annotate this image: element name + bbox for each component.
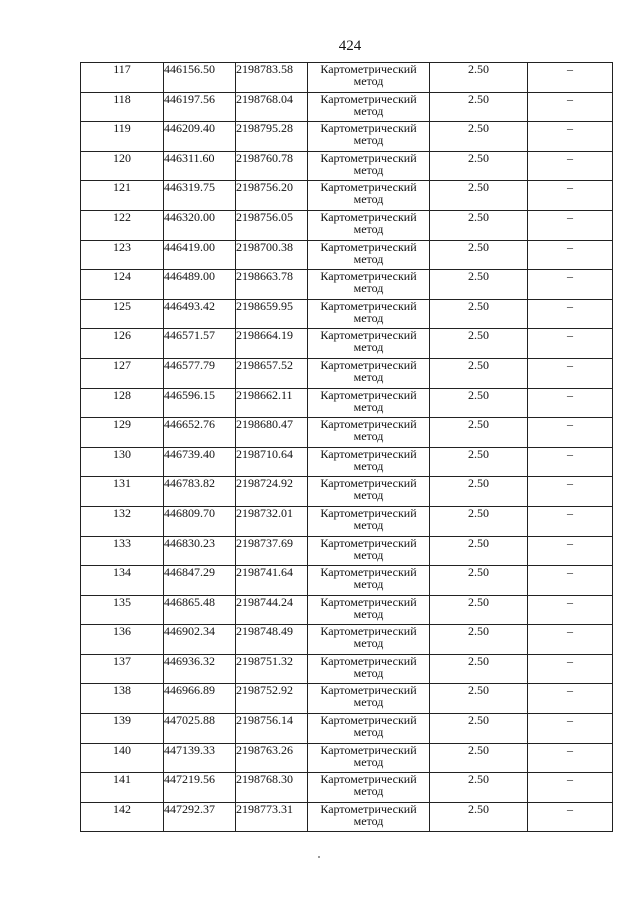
x-coordinate-cell: 446847.29 (164, 566, 236, 596)
method-line-1: Картометрический (320, 298, 417, 313)
method-line-1: Картометрический (320, 713, 417, 728)
point-number-cell: 122 (81, 210, 164, 240)
precision-cell: 2.50 (430, 92, 528, 122)
x-coordinate-cell: 446319.75 (164, 181, 236, 211)
precision-cell: 2.50 (430, 654, 528, 684)
point-number-cell: 118 (81, 92, 164, 122)
method-cell (308, 773, 430, 803)
precision-cell: 2.50 (430, 684, 528, 714)
method-cell (308, 181, 430, 211)
x-coordinate-cell: 446577.79 (164, 358, 236, 388)
method-line-1: Картометрический (320, 180, 417, 195)
precision-cell: 2.50 (430, 358, 528, 388)
method-line-1: Картометрический (320, 357, 417, 372)
y-coordinate-cell: 2198680.47 (236, 418, 308, 448)
method-cell (308, 92, 430, 122)
y-coordinate-cell: 2198763.26 (236, 743, 308, 773)
point-number-cell: 133 (81, 536, 164, 566)
table-row (81, 743, 613, 773)
precision-cell: 2.50 (430, 329, 528, 359)
precision-cell: 2.50 (430, 773, 528, 803)
method-line-2: метод (353, 133, 384, 148)
x-coordinate-cell: 446783.82 (164, 477, 236, 507)
y-coordinate-cell: 2198756.20 (236, 181, 308, 211)
x-coordinate-cell: 446489.00 (164, 270, 236, 300)
table-row (81, 447, 613, 477)
method-line-2: метод (353, 429, 384, 444)
method-line-2: метод (353, 813, 384, 828)
method-line-2: метод (353, 577, 384, 592)
note-cell: – (528, 536, 613, 566)
x-coordinate-cell: 446209.40 (164, 122, 236, 152)
note-cell: – (528, 595, 613, 625)
note-cell: – (528, 299, 613, 329)
point-number-cell: 120 (81, 151, 164, 181)
table-row (81, 270, 613, 300)
method-line-2: метод (353, 369, 384, 384)
y-coordinate-cell: 2198732.01 (236, 506, 308, 536)
method-line-2: метод (353, 636, 384, 651)
y-coordinate-cell: 2198664.19 (236, 329, 308, 359)
y-coordinate-cell: 2198756.14 (236, 714, 308, 744)
x-coordinate-cell: 446419.00 (164, 240, 236, 270)
x-coordinate-cell: 446739.40 (164, 447, 236, 477)
coordinates-table-body (81, 63, 613, 832)
precision-cell: 2.50 (430, 270, 528, 300)
precision-cell: 2.50 (430, 210, 528, 240)
note-cell: – (528, 684, 613, 714)
x-coordinate-cell: 446809.70 (164, 506, 236, 536)
point-number-cell: 140 (81, 743, 164, 773)
precision-cell: 2.50 (430, 536, 528, 566)
y-coordinate-cell: 2198659.95 (236, 299, 308, 329)
method-cell (308, 358, 430, 388)
y-coordinate-cell: 2198657.52 (236, 358, 308, 388)
table-row (81, 299, 613, 329)
method-line-2: метод (353, 517, 384, 532)
scan-speck (318, 856, 320, 858)
point-number-cell: 124 (81, 270, 164, 300)
page-number: 424 (338, 38, 362, 54)
method-cell (308, 151, 430, 181)
x-coordinate-cell: 447292.37 (164, 802, 236, 832)
method-line-1: Картометрический (320, 565, 417, 580)
x-coordinate-cell: 446571.57 (164, 329, 236, 359)
precision-cell: 2.50 (430, 447, 528, 477)
point-number-cell: 137 (81, 654, 164, 684)
method-line-1: Картометрический (320, 62, 417, 76)
y-coordinate-cell: 2198748.49 (236, 625, 308, 655)
x-coordinate-cell: 447219.56 (164, 773, 236, 803)
note-cell: – (528, 714, 613, 744)
y-coordinate-cell: 2198710.64 (236, 447, 308, 477)
precision-cell: 2.50 (430, 122, 528, 152)
y-coordinate-cell: 2198783.58 (236, 63, 308, 93)
coordinates-table (80, 62, 613, 832)
note-cell: – (528, 358, 613, 388)
note-cell: – (528, 181, 613, 211)
table-row (81, 151, 613, 181)
note-cell: – (528, 625, 613, 655)
note-cell: – (528, 92, 613, 122)
method-cell (308, 63, 430, 93)
method-line-1: Картометрический (320, 653, 417, 668)
point-number-cell: 130 (81, 447, 164, 477)
note-cell: – (528, 506, 613, 536)
y-coordinate-cell: 2198744.24 (236, 595, 308, 625)
method-cell (308, 536, 430, 566)
method-cell (308, 714, 430, 744)
precision-cell: 2.50 (430, 714, 528, 744)
method-line-2: метод (353, 281, 384, 296)
method-cell (308, 506, 430, 536)
point-number-cell: 132 (81, 506, 164, 536)
precision-cell: 2.50 (430, 506, 528, 536)
y-coordinate-cell: 2198752.92 (236, 684, 308, 714)
point-number-cell: 123 (81, 240, 164, 270)
method-cell (308, 418, 430, 448)
precision-cell: 2.50 (430, 625, 528, 655)
table-row (81, 358, 613, 388)
note-cell: – (528, 122, 613, 152)
point-number-cell: 119 (81, 122, 164, 152)
y-coordinate-cell: 2198724.92 (236, 477, 308, 507)
x-coordinate-cell: 446493.42 (164, 299, 236, 329)
method-line-2: метод (353, 458, 384, 473)
point-number-cell: 134 (81, 566, 164, 596)
method-line-1: Картометрический (320, 239, 417, 254)
note-cell: – (528, 773, 613, 803)
method-line-1: Картометрический (320, 121, 417, 136)
method-cell (308, 270, 430, 300)
point-number-cell: 121 (81, 181, 164, 211)
x-coordinate-cell: 446320.00 (164, 210, 236, 240)
y-coordinate-cell: 2198741.64 (236, 566, 308, 596)
table-row (81, 714, 613, 744)
table-row (81, 210, 613, 240)
method-line-2: метод (353, 399, 384, 414)
table-row (81, 329, 613, 359)
method-line-2: метод (353, 310, 384, 325)
method-line-1: Картометрический (320, 476, 417, 491)
method-cell (308, 595, 430, 625)
precision-cell: 2.50 (430, 151, 528, 181)
table-row (81, 595, 613, 625)
point-number-cell: 125 (81, 299, 164, 329)
x-coordinate-cell: 446865.48 (164, 595, 236, 625)
method-cell (308, 625, 430, 655)
point-number-cell: 129 (81, 418, 164, 448)
table-row (81, 122, 613, 152)
y-coordinate-cell: 2198773.31 (236, 802, 308, 832)
x-coordinate-cell: 446156.50 (164, 63, 236, 93)
table-row (81, 477, 613, 507)
x-coordinate-cell: 446596.15 (164, 388, 236, 418)
method-line-1: Картометрический (320, 742, 417, 757)
method-cell (308, 210, 430, 240)
note-cell: – (528, 210, 613, 240)
table-row (81, 240, 613, 270)
precision-cell: 2.50 (430, 181, 528, 211)
y-coordinate-cell: 2198756.05 (236, 210, 308, 240)
note-cell: – (528, 63, 613, 93)
y-coordinate-cell: 2198737.69 (236, 536, 308, 566)
precision-cell: 2.50 (430, 388, 528, 418)
y-coordinate-cell: 2198760.78 (236, 151, 308, 181)
method-line-2: метод (353, 665, 384, 680)
note-cell: – (528, 329, 613, 359)
method-cell (308, 388, 430, 418)
table-row (81, 388, 613, 418)
method-line-2: метод (353, 695, 384, 710)
note-cell: – (528, 418, 613, 448)
method-line-1: Картометрический (320, 209, 417, 224)
precision-cell: 2.50 (430, 63, 528, 93)
method-line-2: метод (353, 488, 384, 503)
method-line-2: метод (353, 784, 384, 799)
method-cell (308, 566, 430, 596)
method-line-1: Картометрический (320, 505, 417, 520)
point-number-cell: 126 (81, 329, 164, 359)
point-number-cell: 117 (81, 63, 164, 93)
method-cell (308, 477, 430, 507)
note-cell: – (528, 240, 613, 270)
y-coordinate-cell: 2198663.78 (236, 270, 308, 300)
y-coordinate-cell: 2198768.30 (236, 773, 308, 803)
point-number-cell: 127 (81, 358, 164, 388)
method-cell (308, 299, 430, 329)
method-line-2: метод (353, 74, 384, 88)
method-line-2: метод (353, 606, 384, 621)
precision-cell: 2.50 (430, 802, 528, 832)
method-cell (308, 122, 430, 152)
method-cell (308, 802, 430, 832)
method-cell (308, 240, 430, 270)
method-cell (308, 447, 430, 477)
precision-cell: 2.50 (430, 743, 528, 773)
point-number-cell: 128 (81, 388, 164, 418)
y-coordinate-cell: 2198662.11 (236, 388, 308, 418)
x-coordinate-cell: 447139.33 (164, 743, 236, 773)
method-line-2: метод (353, 754, 384, 769)
method-line-1: Картометрический (320, 801, 417, 816)
point-number-cell: 131 (81, 477, 164, 507)
x-coordinate-cell: 446830.23 (164, 536, 236, 566)
point-number-cell: 138 (81, 684, 164, 714)
precision-cell: 2.50 (430, 299, 528, 329)
method-line-1: Картометрический (320, 535, 417, 550)
table-row (81, 654, 613, 684)
precision-cell: 2.50 (430, 566, 528, 596)
point-number-cell: 135 (81, 595, 164, 625)
note-cell: – (528, 743, 613, 773)
y-coordinate-cell: 2198768.04 (236, 92, 308, 122)
table-row (81, 566, 613, 596)
method-line-1: Картометрический (320, 328, 417, 343)
table-row (81, 181, 613, 211)
method-line-2: метод (353, 192, 384, 207)
method-cell (308, 743, 430, 773)
table-row (81, 506, 613, 536)
table-row (81, 418, 613, 448)
method-line-1: Картометрический (320, 772, 417, 787)
method-line-2: метод (353, 251, 384, 266)
note-cell: – (528, 654, 613, 684)
precision-cell: 2.50 (430, 595, 528, 625)
method-line-2: метод (353, 547, 384, 562)
x-coordinate-cell: 446902.34 (164, 625, 236, 655)
method-line-1: Картометрический (320, 150, 417, 165)
method-line-2: метод (353, 162, 384, 177)
method-line-1: Картометрический (320, 269, 417, 284)
table-row (81, 773, 613, 803)
y-coordinate-cell: 2198795.28 (236, 122, 308, 152)
table-row (81, 802, 613, 832)
x-coordinate-cell: 446652.76 (164, 418, 236, 448)
table-row (81, 625, 613, 655)
method-line-1: Картометрический (320, 417, 417, 432)
x-coordinate-cell: 446966.89 (164, 684, 236, 714)
note-cell: – (528, 447, 613, 477)
method-cell (308, 684, 430, 714)
table-row (81, 536, 613, 566)
note-cell: – (528, 802, 613, 832)
note-cell: – (528, 566, 613, 596)
method-line-2: метод (353, 103, 384, 118)
precision-cell: 2.50 (430, 240, 528, 270)
method-line-1: Картометрический (320, 624, 417, 639)
point-number-cell: 141 (81, 773, 164, 803)
table-row (81, 63, 613, 93)
note-cell: – (528, 477, 613, 507)
precision-cell: 2.50 (430, 418, 528, 448)
point-number-cell: 142 (81, 802, 164, 832)
method-cell (308, 654, 430, 684)
method-line-1: Картометрический (320, 91, 417, 106)
method-line-1: Картометрический (320, 446, 417, 461)
method-line-1: Картометрический (320, 387, 417, 402)
method-line-1: Картометрический (320, 683, 417, 698)
note-cell: – (528, 388, 613, 418)
note-cell: – (528, 151, 613, 181)
x-coordinate-cell: 447025.88 (164, 714, 236, 744)
point-number-cell: 136 (81, 625, 164, 655)
x-coordinate-cell: 446311.60 (164, 151, 236, 181)
y-coordinate-cell: 2198700.38 (236, 240, 308, 270)
method-line-2: метод (353, 340, 384, 355)
table-row (81, 92, 613, 122)
method-line-2: метод (353, 725, 384, 740)
table-row (81, 684, 613, 714)
method-cell (308, 329, 430, 359)
precision-cell: 2.50 (430, 477, 528, 507)
method-line-1: Картометрический (320, 594, 417, 609)
x-coordinate-cell: 446197.56 (164, 92, 236, 122)
method-line-2: метод (353, 221, 384, 236)
note-cell: – (528, 270, 613, 300)
x-coordinate-cell: 446936.32 (164, 654, 236, 684)
point-number-cell: 139 (81, 714, 164, 744)
y-coordinate-cell: 2198751.32 (236, 654, 308, 684)
